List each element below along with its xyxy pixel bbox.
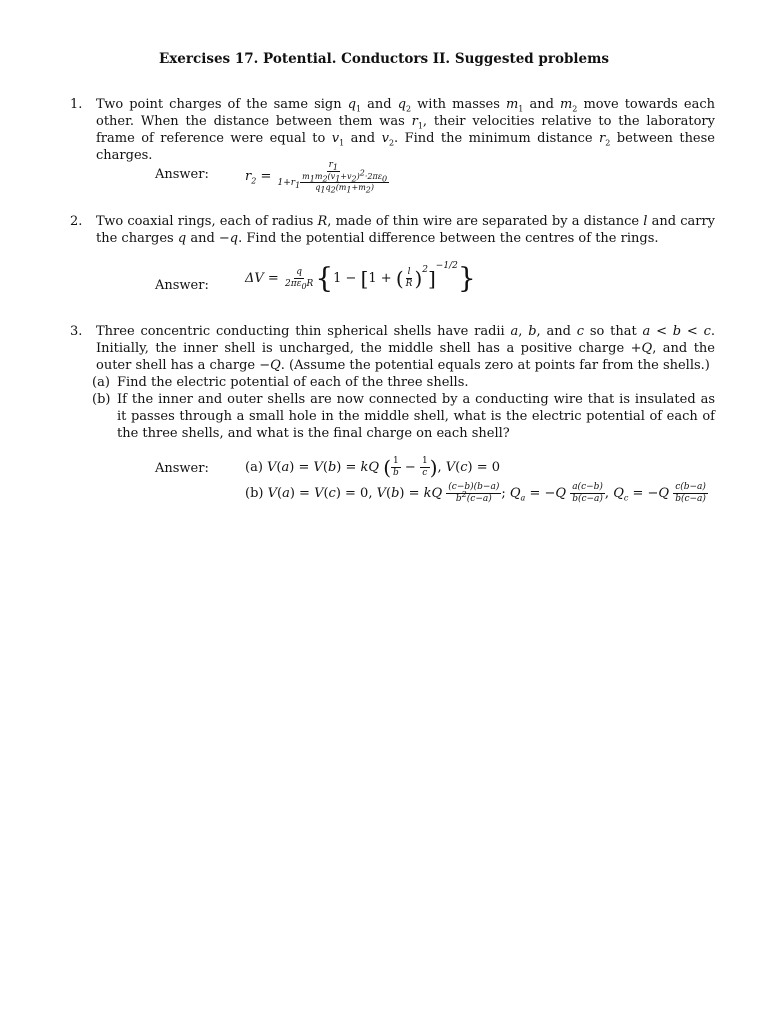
answer-formula-3b: (b) V(a) = V(c) = 0, V(b) = kQ $\frac{(c-b)(b-a)}{b^2(c-a)}$ ; $Q_a = -Q$ $\frac{a(c-b)}{b(c-a)}$ , $Q_c = -Q$ $\frac{c(b-a)}{b(c-a)}$ <box>245 482 706 504</box>
answer-formula-3a: (a) V(a) = V(b) = kQ ( $\frac{1}{b}$ − $\frac{1}{c}$ ), V(c) = 0 <box>245 455 501 480</box>
problem-number: 2. <box>70 214 83 229</box>
problem-number: 1. <box>70 97 83 112</box>
problem-text: Two coaxial rings, each of radius R, made of thin wire are separated by a distance l and carry the charges q and −q. Find the potential difference between the centres of the rings. <box>96 214 716 246</box>
answer-label: Answer: <box>155 278 209 293</box>
answer-formula-1: $r_2$ = $r_1$ $1+r_1$ $\frac{m_1m_2(v_1+v_2)^2\cdot 2\pi\varepsilon_0}{q_1q_2(m_1+m_2)}$ <box>245 160 388 195</box>
problem-text: Three concentric conducting thin spherical shells have radii a, b, and c so that a < b < c. Initially, the inner shell is uncharged, the middle shell has a positive charge +Q, and the outer shell has a charge −Q. (Assume the potential equals zero at points far from the shells.) <box>96 324 716 373</box>
page-title: Exercises 17. Potential. Conductors II. Suggested problems <box>158 51 610 67</box>
answer-label: Answer: <box>155 167 209 182</box>
answer-formula-2: ΔV = $\frac{q}{2\pi\varepsilon_0R}$ {1 − [1 + ( $\frac{l}{R}$ )$^2$]$^{-1/2}$} <box>245 260 476 294</box>
problem-part-b <box>92 391 715 442</box>
problem-part-a <box>92 374 715 391</box>
part-label: (b) <box>92 392 111 407</box>
problem-2 <box>70 213 715 247</box>
answer-label: Answer: <box>155 461 209 476</box>
part-label: (a) <box>92 375 110 390</box>
part-text: Find the electric potential of each of the three shells. <box>117 375 469 390</box>
problem-1 <box>70 96 715 164</box>
problem-number: 3. <box>70 324 83 339</box>
problem-3 <box>70 323 715 442</box>
problem-text: Two point charges of the same sign $q_1$ and $q_2$ with masses $m_1$ and $m_2$ move towards each other. When the distance between them was $r_1$, their velocities relative to the laboratory frame of reference were equal to $v_1$ and $v_2$. Find the minimum distance $r_2$ between these charges. <box>96 97 715 163</box>
part-text: If the inner and outer shells are now connected by a conducting wire that is insulated as it passes through a small hole in the middle shell, what is the electric potential of each of the three shells, and what is the final charge on each shell? <box>117 392 715 441</box>
